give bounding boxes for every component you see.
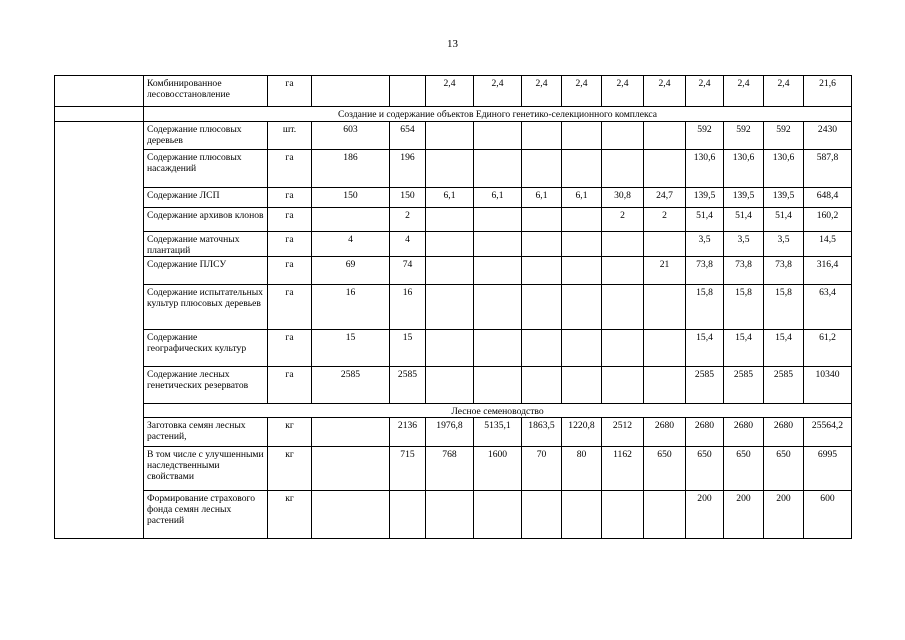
value-cell <box>602 285 644 330</box>
value-cell: 2,4 <box>602 76 644 107</box>
table-row <box>55 491 852 539</box>
value-cell: 1863,5 <box>522 418 562 447</box>
value-cell <box>522 150 562 188</box>
row-unit: га <box>268 232 312 257</box>
table-row <box>55 330 852 367</box>
value-cell: 2585 <box>312 367 390 404</box>
value-cell: 1976,8 <box>426 418 474 447</box>
value-cell: 2585 <box>686 367 724 404</box>
row-name: Содержание маточных плантаций <box>144 232 268 257</box>
value-cell: 768 <box>426 447 474 491</box>
value-cell <box>562 208 602 232</box>
row-name: Содержание плюсовых насаждений <box>144 150 268 188</box>
value-cell: 139,5 <box>686 188 724 208</box>
table-row <box>55 257 852 285</box>
value-cell: 650 <box>644 447 686 491</box>
value-cell: 3,5 <box>764 232 804 257</box>
value-cell: 16 <box>312 285 390 330</box>
value-cell: 2680 <box>764 418 804 447</box>
table-row <box>55 122 852 150</box>
value-cell <box>602 367 644 404</box>
value-cell: 200 <box>764 491 804 539</box>
value-cell: 14,5 <box>804 232 852 257</box>
table-body <box>55 76 852 539</box>
value-cell: 160,2 <box>804 208 852 232</box>
value-cell: 2 <box>644 208 686 232</box>
value-cell: 139,5 <box>724 188 764 208</box>
table-row <box>55 76 852 107</box>
row-unit: га <box>268 76 312 107</box>
value-cell <box>474 232 522 257</box>
row-group-cell <box>55 122 144 539</box>
value-cell <box>522 491 562 539</box>
row-unit: га <box>268 188 312 208</box>
value-cell <box>312 447 390 491</box>
row-name: Содержание ЛСП <box>144 188 268 208</box>
section-row <box>55 107 852 122</box>
value-cell <box>426 208 474 232</box>
value-cell <box>644 285 686 330</box>
table-row <box>55 232 852 257</box>
value-cell: 592 <box>764 122 804 150</box>
value-cell: 51,4 <box>764 208 804 232</box>
table-row <box>55 367 852 404</box>
value-cell <box>644 232 686 257</box>
value-cell <box>312 208 390 232</box>
row-unit: шт. <box>268 122 312 150</box>
value-cell <box>474 150 522 188</box>
value-cell: 2,4 <box>562 76 602 107</box>
value-cell: 6995 <box>804 447 852 491</box>
value-cell <box>426 232 474 257</box>
value-cell: 130,6 <box>764 150 804 188</box>
value-cell: 2512 <box>602 418 644 447</box>
value-cell: 1162 <box>602 447 644 491</box>
value-cell <box>562 330 602 367</box>
value-cell <box>602 491 644 539</box>
table-row <box>55 208 852 232</box>
value-cell: 592 <box>686 122 724 150</box>
value-cell <box>426 257 474 285</box>
value-cell <box>562 257 602 285</box>
value-cell <box>644 330 686 367</box>
value-cell: 186 <box>312 150 390 188</box>
value-cell: 15,8 <box>724 285 764 330</box>
value-cell: 2585 <box>764 367 804 404</box>
row-name: В том числе с улучшенными наследственными свойствами <box>144 447 268 491</box>
value-cell: 6,1 <box>522 188 562 208</box>
value-cell: 654 <box>390 122 426 150</box>
value-cell <box>312 418 390 447</box>
row-unit: га <box>268 367 312 404</box>
value-cell: 650 <box>764 447 804 491</box>
row-name: Содержание ПЛСУ <box>144 257 268 285</box>
value-cell <box>390 76 426 107</box>
value-cell: 15,4 <box>764 330 804 367</box>
value-cell: 3,5 <box>686 232 724 257</box>
value-cell <box>312 76 390 107</box>
value-cell <box>474 122 522 150</box>
value-cell: 130,6 <box>686 150 724 188</box>
value-cell <box>644 150 686 188</box>
value-cell: 25564,2 <box>804 418 852 447</box>
value-cell: 21,6 <box>804 76 852 107</box>
row-name: Заготовка семян лесных растений, <box>144 418 268 447</box>
value-cell: 2430 <box>804 122 852 150</box>
value-cell <box>644 122 686 150</box>
value-cell <box>312 491 390 539</box>
value-cell <box>426 150 474 188</box>
value-cell <box>474 257 522 285</box>
value-cell: 200 <box>724 491 764 539</box>
value-cell: 6,1 <box>562 188 602 208</box>
row-unit: кг <box>268 418 312 447</box>
value-cell: 5135,1 <box>474 418 522 447</box>
value-cell: 2136 <box>390 418 426 447</box>
row-name: Содержание лесных генетических резерватов <box>144 367 268 404</box>
value-cell: 200 <box>686 491 724 539</box>
page-number: 13 <box>447 38 458 50</box>
value-cell: 600 <box>804 491 852 539</box>
value-cell <box>602 330 644 367</box>
value-cell <box>602 150 644 188</box>
value-cell: 15 <box>390 330 426 367</box>
value-cell: 80 <box>562 447 602 491</box>
value-cell: 2,4 <box>522 76 562 107</box>
value-cell <box>562 285 602 330</box>
value-cell: 2680 <box>724 418 764 447</box>
value-cell: 4 <box>312 232 390 257</box>
value-cell: 2,4 <box>426 76 474 107</box>
value-cell <box>562 122 602 150</box>
value-cell: 6,1 <box>474 188 522 208</box>
value-cell <box>474 330 522 367</box>
row-unit: га <box>268 150 312 188</box>
value-cell <box>522 122 562 150</box>
value-cell: 650 <box>686 447 724 491</box>
value-cell: 24,7 <box>644 188 686 208</box>
value-cell: 2585 <box>724 367 764 404</box>
value-cell: 650 <box>724 447 764 491</box>
row-unit: га <box>268 208 312 232</box>
table-row <box>55 285 852 330</box>
row-name: Содержание плюсовых деревьев <box>144 122 268 150</box>
value-cell: 316,4 <box>804 257 852 285</box>
row-unit: га <box>268 285 312 330</box>
row-name: Содержание испытательных культур плюсовых деревьев <box>144 285 268 330</box>
value-cell: 592 <box>724 122 764 150</box>
value-cell <box>644 491 686 539</box>
value-cell <box>562 491 602 539</box>
section-title: Создание и содержание объектов Единого генетико-селекционного комплекса <box>144 107 852 122</box>
value-cell: 2,4 <box>474 76 522 107</box>
value-cell <box>474 367 522 404</box>
value-cell <box>522 367 562 404</box>
value-cell: 70 <box>522 447 562 491</box>
value-cell: 2,4 <box>724 76 764 107</box>
value-cell <box>390 491 426 539</box>
value-cell <box>562 367 602 404</box>
value-cell: 10340 <box>804 367 852 404</box>
value-cell: 51,4 <box>724 208 764 232</box>
value-cell: 15 <box>312 330 390 367</box>
value-cell: 196 <box>390 150 426 188</box>
value-cell: 15,8 <box>764 285 804 330</box>
value-cell: 6,1 <box>426 188 474 208</box>
value-cell: 69 <box>312 257 390 285</box>
value-cell <box>474 208 522 232</box>
row-name: Комбинированное лесовосстановление <box>144 76 268 107</box>
value-cell <box>522 232 562 257</box>
value-cell <box>602 257 644 285</box>
row-name: Содержание географических культур <box>144 330 268 367</box>
row-name: Формирование страхового фонда семян лесных растений <box>144 491 268 539</box>
value-cell: 715 <box>390 447 426 491</box>
value-cell: 1600 <box>474 447 522 491</box>
value-cell: 61,2 <box>804 330 852 367</box>
value-cell <box>602 122 644 150</box>
value-cell: 2680 <box>686 418 724 447</box>
value-cell <box>426 285 474 330</box>
table-row <box>55 150 852 188</box>
row-unit: кг <box>268 491 312 539</box>
value-cell <box>644 367 686 404</box>
value-cell: 51,4 <box>686 208 724 232</box>
value-cell: 16 <box>390 285 426 330</box>
value-cell: 30,8 <box>602 188 644 208</box>
value-cell: 15,4 <box>686 330 724 367</box>
value-cell <box>426 122 474 150</box>
table-row <box>55 447 852 491</box>
row-group-cell <box>55 76 144 107</box>
value-cell: 2680 <box>644 418 686 447</box>
row-unit: кг <box>268 447 312 491</box>
value-cell: 2585 <box>390 367 426 404</box>
value-cell <box>474 491 522 539</box>
value-cell: 139,5 <box>764 188 804 208</box>
value-cell: 73,8 <box>764 257 804 285</box>
table-row <box>55 418 852 447</box>
row-unit: га <box>268 330 312 367</box>
value-cell: 2 <box>390 208 426 232</box>
table-row <box>55 188 852 208</box>
value-cell: 1220,8 <box>562 418 602 447</box>
value-cell: 74 <box>390 257 426 285</box>
value-cell: 130,6 <box>724 150 764 188</box>
value-cell: 2,4 <box>764 76 804 107</box>
value-cell <box>474 285 522 330</box>
value-cell <box>426 330 474 367</box>
value-cell: 15,4 <box>724 330 764 367</box>
value-cell: 603 <box>312 122 390 150</box>
data-table <box>54 75 852 539</box>
section-row <box>55 404 852 418</box>
value-cell: 150 <box>312 188 390 208</box>
value-cell <box>602 232 644 257</box>
value-cell: 63,4 <box>804 285 852 330</box>
value-cell: 2,4 <box>644 76 686 107</box>
value-cell <box>562 150 602 188</box>
value-cell: 587,8 <box>804 150 852 188</box>
value-cell <box>522 330 562 367</box>
value-cell: 3,5 <box>724 232 764 257</box>
value-cell <box>562 232 602 257</box>
value-cell <box>522 208 562 232</box>
value-cell: 150 <box>390 188 426 208</box>
value-cell: 2 <box>602 208 644 232</box>
value-cell: 21 <box>644 257 686 285</box>
value-cell: 648,4 <box>804 188 852 208</box>
section-title: Лесное семеноводство <box>144 404 852 418</box>
value-cell: 15,8 <box>686 285 724 330</box>
value-cell <box>522 257 562 285</box>
value-cell <box>522 285 562 330</box>
value-cell <box>426 367 474 404</box>
row-name: Содержание архивов клонов <box>144 208 268 232</box>
value-cell: 2,4 <box>686 76 724 107</box>
row-unit: га <box>268 257 312 285</box>
row-group-cell <box>55 107 144 122</box>
value-cell: 73,8 <box>724 257 764 285</box>
value-cell: 73,8 <box>686 257 724 285</box>
value-cell <box>426 491 474 539</box>
value-cell: 4 <box>390 232 426 257</box>
